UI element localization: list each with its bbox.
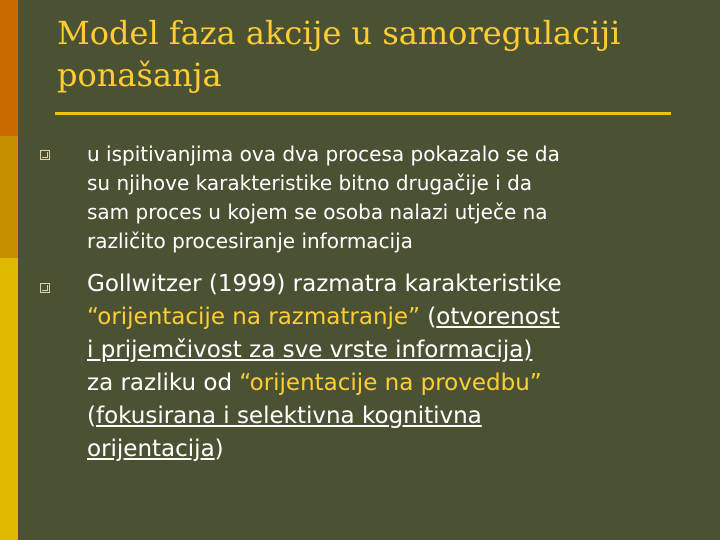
bullet2-line [87,367,687,400]
side-accent-bottom [0,258,18,540]
bullet1-line: su njihove karakteristike bitno drugačije i da [87,171,533,195]
bullet1-line: u ispitivanjima ova dva procesa pokazalo se da [87,142,560,166]
bullet1-line: različito procesiranje informacija [87,229,413,253]
underlined-text: fokusirana i selektivna kognitivna [95,403,482,429]
bullet2-text: Gollwitzer (1999) razmatra karakteristike [87,271,562,297]
bullet-paragraph-2 [87,268,687,466]
underlined-text: otvorenost [436,304,560,330]
bullet2-line [87,334,687,367]
slide-title [57,12,697,96]
title-divider [55,112,671,115]
square-bullet-icon [40,150,50,160]
paren-open: ( [419,304,437,330]
underlined-text: orijentacija [87,436,215,462]
square-bullet-icon [40,283,50,293]
quote-implementation: “orijentacije na provedbu” [239,370,542,396]
bullet2-line [87,268,687,301]
title-line-2: ponašanja [57,56,222,94]
bullet1-line: sam proces u kojem se osoba nalazi utječe na [87,200,548,224]
paren-open: ( [87,403,96,429]
side-accent-top [0,0,18,136]
bullet2-text: za razliku od [87,370,240,396]
quote-deliberation: “orijentacije na razmatranje” [87,304,420,330]
bullet2-line [87,301,687,334]
underlined-text: i prijemčivost za sve vrste informacija) [87,337,533,363]
paren-close: ) [214,436,224,462]
bullet-paragraph-1 [87,140,687,256]
title-line-1: Model faza akcije u samoregulaciji [57,14,621,52]
side-accent-middle [0,136,18,258]
bullet2-line [87,433,687,466]
bullet2-line [87,400,687,433]
